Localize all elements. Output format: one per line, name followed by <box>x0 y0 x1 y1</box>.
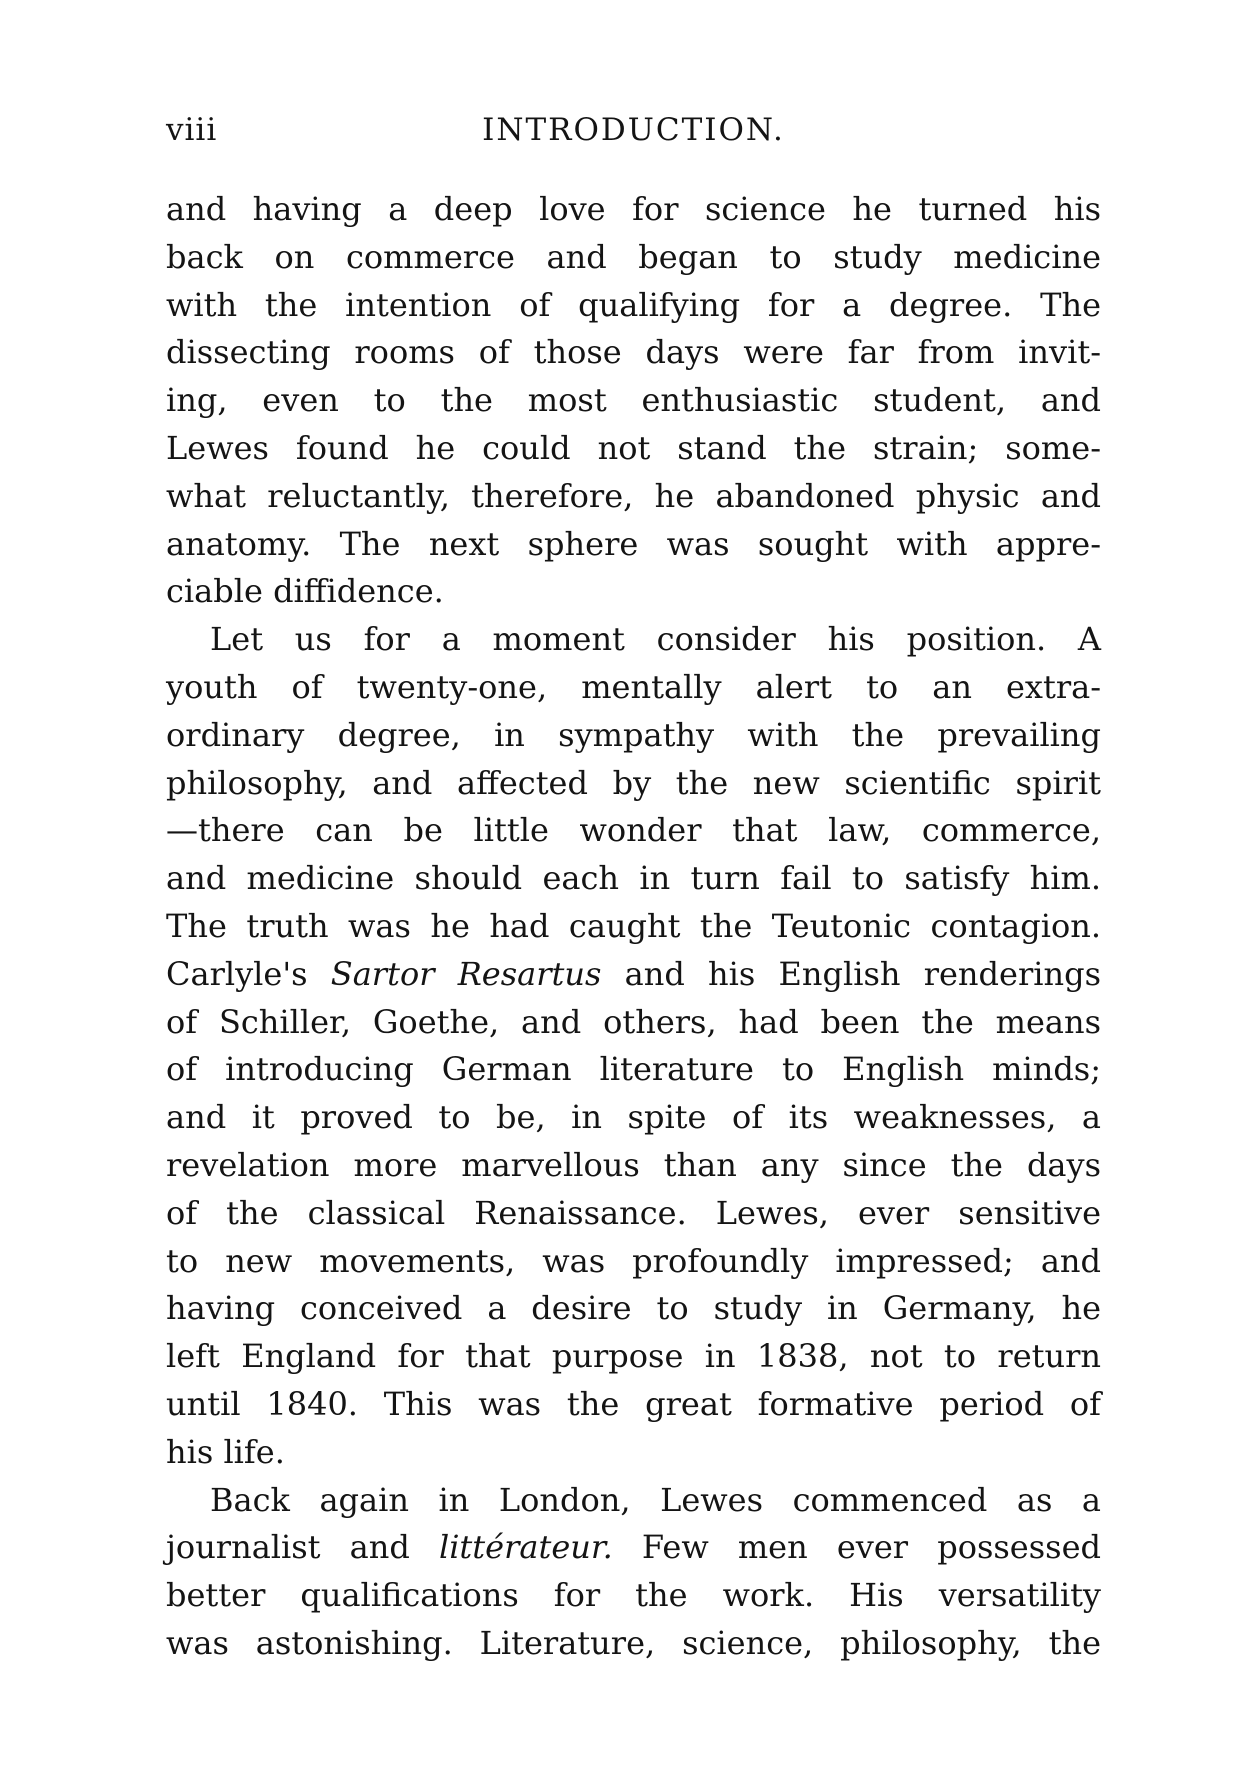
text-line: dissecting rooms of those days were far from invit- <box>166 333 1101 372</box>
text-line: his life. <box>166 1432 285 1471</box>
text-line: until 1840. This was the great formative period of <box>166 1384 1101 1423</box>
text-line: of the classical Renaissance. Lewes, ever sensitive <box>166 1193 1101 1232</box>
text-line: The truth was he had caught the Teutonic contagion. <box>166 906 1101 945</box>
text-line: left England for that purpose in 1838, not to return <box>166 1337 1101 1376</box>
text-line: and it proved to be, in spite of its weaknesses, a <box>166 1098 1101 1137</box>
paragraph-3 <box>166 1477 1101 1668</box>
text-line: what reluctantly, therefore, he abandoned physic and <box>166 476 1101 515</box>
paragraph-1 <box>166 186 1101 616</box>
running-head <box>166 112 1101 160</box>
text-line-with-italic <box>166 1524 1101 1572</box>
body-text <box>166 186 1101 1668</box>
chapter-title: INTRODUCTION. <box>482 112 785 148</box>
text-line: Let us for a moment consider his position. A <box>210 620 1101 659</box>
text-line: with the intention of qualifying for a degree. The <box>166 285 1101 324</box>
text-line: anatomy. The next sphere was sought with appre- <box>166 524 1101 563</box>
text-line: of Schiller, Goethe, and others, had been the means <box>166 1002 1101 1041</box>
book-title: Sartor Resartus <box>330 954 602 993</box>
text-line: revelation more marvellous than any since the days <box>166 1145 1101 1184</box>
page-number: viii <box>166 112 218 148</box>
text-line: better qualifications for the work. His versatility <box>166 1576 1101 1615</box>
text-run: journalist and <box>166 1528 439 1567</box>
italic-word: littérateur. <box>438 1528 613 1567</box>
text-run: and his English renderings <box>601 954 1102 993</box>
text-line: back on commerce and began to study medicine <box>166 237 1101 276</box>
text-line: youth of twenty-one, mentally alert to an extra- <box>166 667 1101 706</box>
text-line: —there can be little wonder that law, commerce, <box>166 811 1101 850</box>
text-run: Carlyle's <box>166 954 331 993</box>
text-line: ciable diffidence. <box>166 572 444 611</box>
text-line-with-italic <box>166 951 1101 999</box>
text-run: Few men ever possessed <box>612 1528 1102 1567</box>
text-line: Back again in London, Lewes commenced as a <box>210 1480 1101 1519</box>
text-line: to new movements, was profoundly impressed; and <box>166 1241 1101 1280</box>
text-line: philosophy, and affected by the new scientific spirit <box>166 763 1101 802</box>
text-line: ing, even to the most enthusiastic student, and <box>166 381 1101 420</box>
text-line: and having a deep love for science he turned his <box>166 190 1101 228</box>
paragraph-2 <box>166 616 1101 1476</box>
text-line: was astonishing. Literature, science, philosophy, the <box>166 1623 1101 1662</box>
text-line: having conceived a desire to study in Germany, he <box>166 1289 1101 1328</box>
text-line: and medicine should each in turn fail to satisfy him. <box>166 859 1101 898</box>
text-line: ordinary degree, in sympathy with the prevailing <box>166 715 1101 754</box>
text-line: of introducing German literature to English minds; <box>166 1050 1101 1089</box>
text-line: Lewes found he could not stand the strain; some- <box>166 428 1101 467</box>
